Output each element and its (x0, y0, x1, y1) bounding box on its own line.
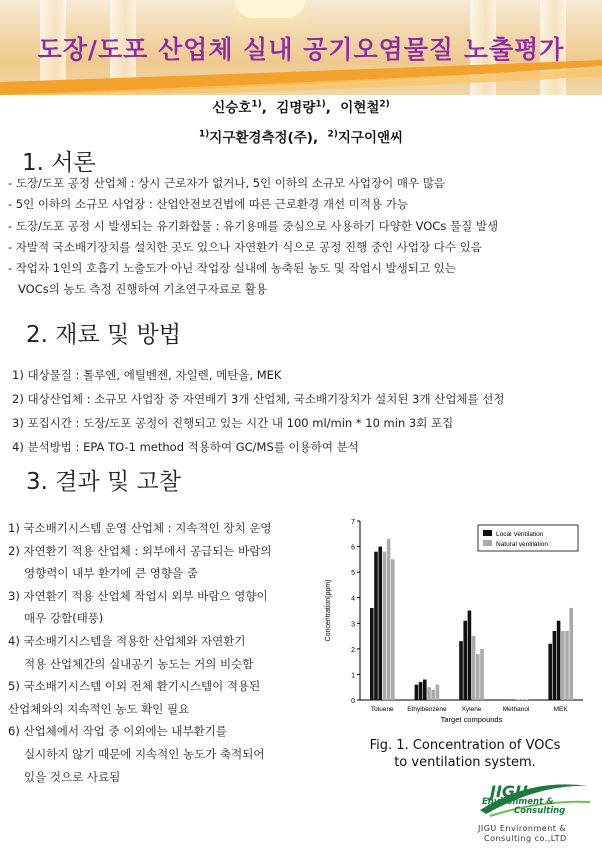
affiliations-line: $^{1)}$지구환경측정(주), $^{2)}$지구이앤씨 (198, 129, 404, 146)
text-line: - 자발적 국소배기장치를 설치한 곳도 있으나 자연환기 식으로 공정 진행 중인 사업장 다수 있음 (8, 239, 482, 254)
text-line: 4) 분석방법 : EPA TO-1 method 적용하여 GC/MS를 이용하여 분석 (12, 440, 359, 454)
bar (419, 682, 423, 700)
bar (378, 547, 382, 700)
text-line: - 5인 이하의 소규모 사업장 : 산업안전보건법에 따른 근로환경 개선 미적용 가능 (8, 197, 408, 212)
logo-brand: JIGU (490, 782, 529, 801)
logo-company-name: JIGU Environment & (478, 824, 567, 833)
bar (472, 636, 476, 700)
bar (391, 559, 395, 700)
x-tick-label: Ethylbenzene (407, 706, 447, 713)
y-tick-label: 1 (351, 672, 355, 680)
author-name: 이현철 (340, 100, 380, 116)
text-line: - 도장/도포 공정 시 발생되는 유기화합물 : 유기용매를 중심으로 사용하기 다양한 VOCs 물질 발생 (8, 218, 499, 233)
bar (512, 699, 516, 700)
affiliation-name: 지구이앤씨 (337, 130, 404, 146)
y-tick-label: 0 (351, 698, 355, 705)
text-line: - 작업자 1인의 호흡기 노출도가 아닌 작업장 실내에 농축된 농도 및 작업시 발생되고 있는 (8, 261, 456, 276)
text-line: 1) 대상물질 : 톨루엔, 에틸벤젠, 자일렌, 메탄올, MEK (12, 368, 282, 382)
x-axis-label: Target compounds (440, 715, 503, 724)
y-tick-label: 3 (351, 621, 355, 629)
lamp-decoration (235, 0, 305, 18)
bar (463, 621, 467, 700)
logo-company-name: Consulting co.,LTD (484, 834, 567, 843)
legend-entry: Local Ventilation (496, 531, 544, 538)
logo-tagline: Environment & (482, 797, 554, 807)
bar (525, 699, 529, 700)
legend-swatch (483, 540, 492, 546)
affiliation-sup: 1) (198, 129, 210, 140)
y-tick-label: 4 (351, 595, 355, 603)
bar (521, 699, 525, 700)
bar (569, 608, 573, 700)
bar (565, 631, 569, 700)
bar (504, 699, 508, 700)
author-sup: 1) (251, 99, 262, 110)
voc-concentration-chart (318, 515, 588, 735)
text-line: 6) 산업체에서 작업 중 이외에는 내부환기를 (8, 724, 227, 739)
text-line: 4) 국소배기시스템을 적용한 산업체와 자연환기 (8, 633, 246, 648)
text-line: 적용 산업체간의 실내공기 농도는 거의 비슷함 (24, 656, 254, 671)
bar (431, 690, 435, 700)
authors-line: 신승호$^{1)}$, 김명량$^{1)}$, 이현철$^{2)}$ (212, 99, 390, 116)
bar (508, 699, 512, 700)
text-line: 산업체와의 지속적인 농도 확인 필요 (8, 701, 190, 716)
text-line: 매우 강함(태풍) (24, 611, 104, 626)
bar (557, 621, 561, 700)
bar (459, 641, 463, 700)
x-tick-label: Methanol (502, 706, 530, 713)
bar (480, 649, 484, 700)
text-line: 있을 것으로 사료됨 (24, 769, 121, 784)
text-line: 실시하지 않기 때문에 지속적인 농도가 축적되어 (24, 746, 265, 761)
bar (436, 685, 440, 700)
text-line: 3) 포집시간 : 도장/도포 공정이 진행되고 있는 시간 내 100 ml/min * 10 min 3회 포집 (12, 416, 454, 430)
x-tick-label: MEK (553, 706, 568, 713)
text-line: 3) 자연환기 적용 산업체 작업시 외부 바람으 영향이 (8, 588, 268, 603)
text-line: 1) 국소배기시스템 운영 산업체 : 지속적인 장치 운영 (8, 521, 272, 535)
bar (383, 552, 387, 700)
bar (468, 611, 472, 701)
bar (476, 654, 480, 700)
bar (374, 552, 378, 700)
text-line: 5) 국소배기시스템 이외 전체 환기시스템이 적용된 (8, 679, 261, 694)
section-title-methods: 2. 재료 및 방법 (26, 322, 181, 348)
text-line: 2) 대상산업체 : 소규모 사업장 중 자연배기 3개 산업체, 국소배기장치가 설치된 3개 산업체를 선정 (12, 392, 505, 406)
header-banner (0, 0, 602, 95)
company-logo (470, 780, 595, 850)
author-sup: 2) (379, 99, 390, 110)
y-axis-label: Concentration(ppm) (325, 579, 332, 642)
introduction-body (8, 173, 598, 301)
y-tick-label: 6 (351, 544, 355, 552)
x-tick-label: Xylene (461, 706, 482, 713)
page-title: 도장/도포 산업체 실내 공기오염물질 노출평가 (37, 35, 565, 64)
bar (423, 680, 427, 700)
text-line: - 도장/도포 공정 산업체 : 상시 근로자가 없거나, 5인 이하의 소규모 사업장이 매우 많음 (8, 176, 445, 190)
section-title-results: 3. 결과 및 고찰 (26, 469, 181, 495)
bar (387, 539, 391, 700)
caption-line: Fig. 1. Concentration of VOCs (369, 738, 561, 753)
author-sup: 1) (315, 99, 326, 110)
bar (561, 631, 565, 700)
results-body (8, 517, 318, 788)
text-line: VOCs의 농도 측정 진행하여 기초연구자료로 활용 (18, 282, 267, 297)
x-tick-label: Toluene (370, 706, 394, 713)
legend-entry: Natural ventilation (496, 541, 549, 548)
y-tick-label: 7 (351, 519, 355, 526)
logo-tagline: Consulting (514, 806, 566, 816)
bar (415, 685, 419, 700)
bar (370, 608, 374, 700)
author-name: 신승호 (212, 100, 252, 116)
text-line: 영향력이 내부 환기에 큰 영향을 줌 (24, 566, 198, 581)
affiliation-name: 지구환경측정(주) (209, 130, 313, 146)
author-name: 김명량 (276, 100, 316, 116)
y-tick-label: 5 (351, 570, 355, 578)
figure-caption (345, 737, 585, 771)
y-tick-label: 2 (351, 646, 355, 654)
section-title-introduction: 1. 서론 (22, 150, 96, 176)
bar (427, 687, 431, 700)
affiliation-sup: 2) (327, 129, 338, 140)
caption-line: to ventilation system. (394, 755, 536, 770)
bar (553, 631, 557, 700)
bar (516, 699, 520, 700)
bar (548, 644, 552, 700)
methods-body (12, 363, 600, 459)
text-line: 2) 자연환기 적용 산업체 : 외부에서 공급되는 바람의 (8, 543, 272, 558)
legend-swatch (483, 530, 492, 536)
